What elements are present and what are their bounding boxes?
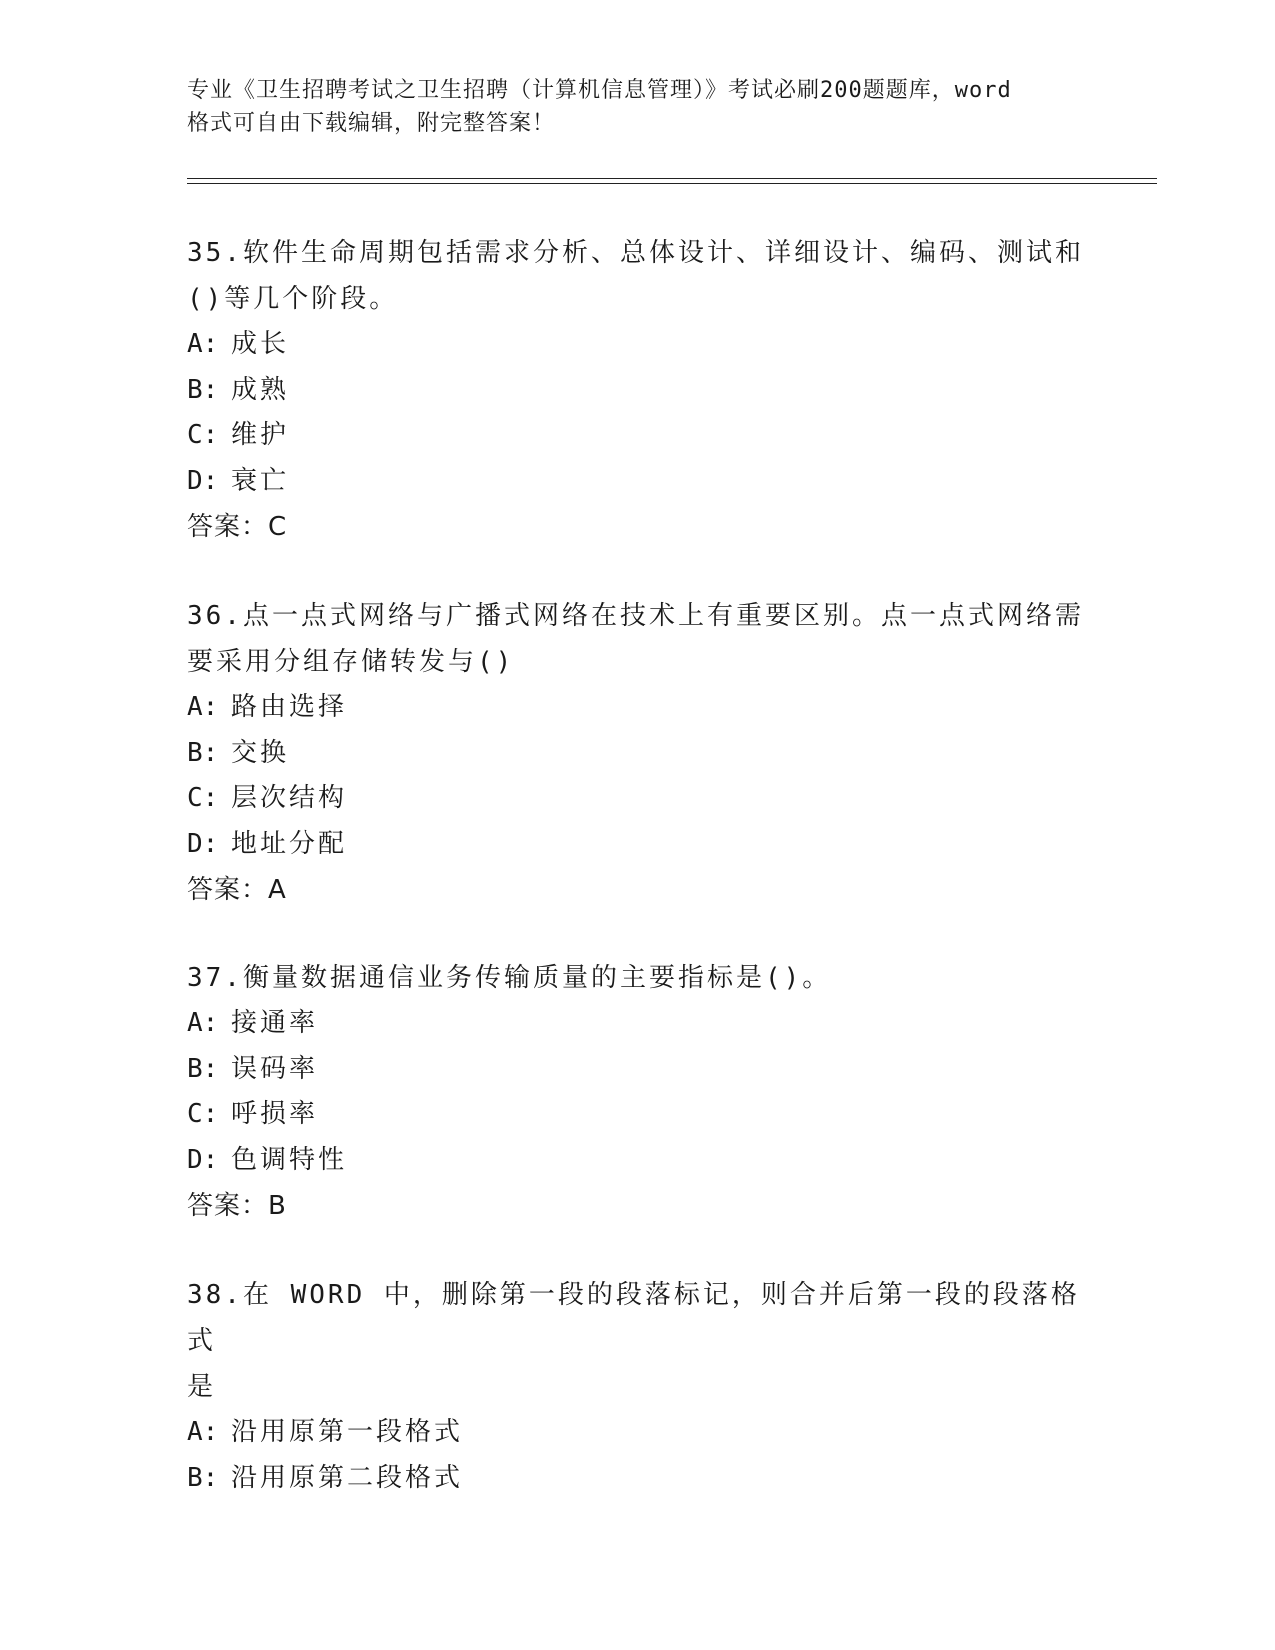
answer-line: 答案：A xyxy=(187,875,287,905)
option-text: 层次结构 xyxy=(231,783,348,813)
option-text: 沿用原第二段格式 xyxy=(231,1462,464,1493)
option-key: B: xyxy=(187,737,219,768)
question-36 xyxy=(187,593,1087,913)
option-key: B: xyxy=(187,1053,219,1084)
option-key: A: xyxy=(187,329,219,359)
option-key: B: xyxy=(187,1462,219,1493)
option-key: A: xyxy=(187,692,219,722)
question-text-line: 38.在 WORD 中，删除第一段的段落标记，则合并后第一段的段落格式 xyxy=(187,1280,1080,1356)
option-b xyxy=(187,1456,1087,1502)
question-text-line: 37.衡量数据通信业务传输质量的主要指标是()。 xyxy=(187,963,832,993)
option-b xyxy=(187,731,1087,777)
option-a xyxy=(187,1410,1087,1456)
option-text: 路由选择 xyxy=(231,692,348,722)
option-key: D: xyxy=(187,828,219,859)
header-divider-top xyxy=(187,178,1157,179)
option-key: C: xyxy=(187,783,219,813)
question-text-line: 35.软件生命周期包括需求分析、总体设计、详细设计、编码、测试和 xyxy=(187,238,1084,268)
option-key: C: xyxy=(187,420,219,450)
option-d xyxy=(187,822,1087,868)
answer-line: 答案：C xyxy=(187,512,288,542)
header-line-2: 格式可自由下载编辑，附完整答案！ xyxy=(187,111,556,136)
option-key: C: xyxy=(187,1099,219,1129)
option-key: B: xyxy=(187,374,219,405)
option-d xyxy=(187,459,1087,505)
option-text: 交换 xyxy=(231,737,290,768)
question-text-line: 要采用分组存储转发与() xyxy=(187,647,515,677)
option-key: A: xyxy=(187,1008,219,1038)
option-b xyxy=(187,1047,1087,1093)
option-a xyxy=(187,685,1087,731)
document-header xyxy=(187,74,1087,140)
option-a xyxy=(187,1001,1087,1047)
option-text: 成熟 xyxy=(231,374,290,405)
answer-line: 答案：B xyxy=(187,1191,287,1221)
option-text: 接通率 xyxy=(231,1008,319,1038)
option-key: D: xyxy=(187,1144,219,1175)
option-text: 成长 xyxy=(231,329,290,359)
option-text: 呼损率 xyxy=(231,1099,319,1129)
option-key: D: xyxy=(187,465,219,496)
option-text: 衰亡 xyxy=(231,465,290,496)
question-text-line: 是 xyxy=(187,1372,217,1402)
option-text: 维护 xyxy=(231,420,290,450)
option-c xyxy=(187,1092,1087,1138)
option-a xyxy=(187,322,1087,368)
option-text: 色调特性 xyxy=(231,1144,348,1175)
option-d xyxy=(187,1138,1087,1184)
header-divider-bottom xyxy=(187,183,1157,184)
option-key: A: xyxy=(187,1417,219,1447)
option-text: 地址分配 xyxy=(231,828,348,859)
option-c xyxy=(187,413,1087,459)
option-b xyxy=(187,368,1087,414)
question-text-line: 36.点一点式网络与广播式网络在技术上有重要区别。点一点式网络需 xyxy=(187,601,1084,631)
question-37 xyxy=(187,955,1087,1229)
option-text: 沿用原第一段格式 xyxy=(231,1417,464,1447)
option-text: 误码率 xyxy=(231,1053,319,1084)
question-text-line: ()等几个阶段。 xyxy=(187,284,399,314)
header-line-1: 专业《卫生招聘考试之卫生招聘（计算机信息管理）》考试必刷200题题库，word xyxy=(187,78,1012,103)
question-35 xyxy=(187,230,1087,550)
option-c xyxy=(187,776,1087,822)
question-38 xyxy=(187,1272,1087,1501)
